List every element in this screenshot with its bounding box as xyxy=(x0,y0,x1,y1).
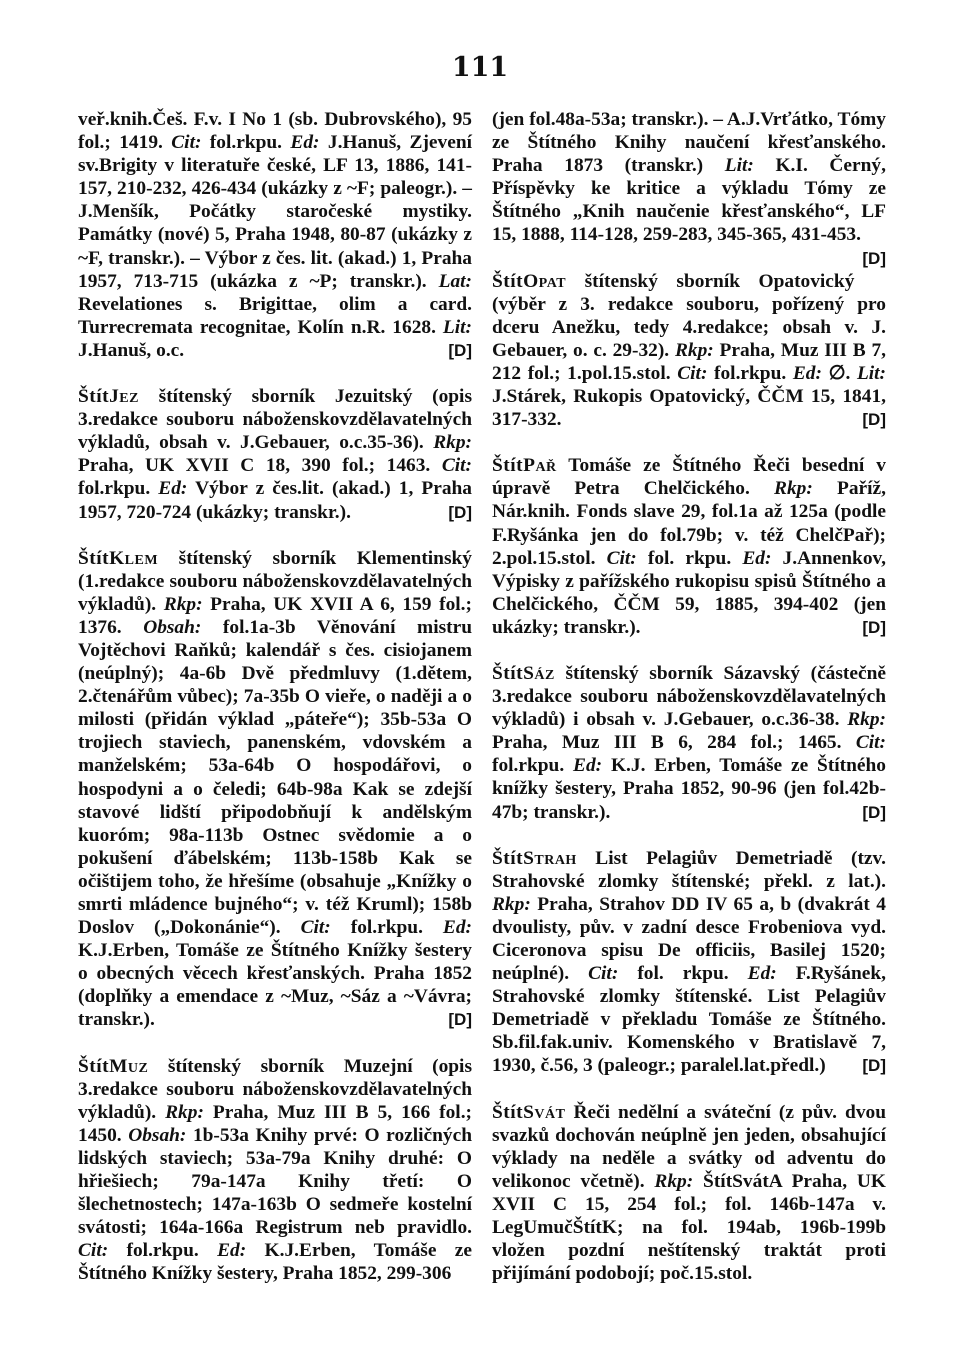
lit-label: Lit: xyxy=(442,316,472,338)
right-column xyxy=(492,108,886,1308)
ed-text: ∅. xyxy=(821,362,857,384)
ed-text: J.Hanuš, Zjevení sv.Brigity v literatuře české, LF 13, 1886, 141-157, 210-232, 426-434 (ukázky z ~F; paleogr.). – J.Menšík, Počátky staročeské mystiky. Památky (nové) 5, Praha 1948, 80-87 (ukázky z ~F, transkr.). – Výbor z čes. lit. (akad.) 1, Praha 1957, 713-715 (ukázka z ~P; transkr.). xyxy=(78,132,473,292)
entry-text: Řeči nedělní a sváteční (z pův. dvou svazků dochován neúplně jen jeden, obsahující výklady na neděle a svátky od adventu do velikonoc včetně). xyxy=(492,1101,886,1192)
lit-text: J.Stárek, Rukopis Opatovický, ČČM 15, 1841, 317-332. xyxy=(492,386,886,431)
rkp-text: Praha, UK XVII C 18, 390 fol.; 1463. xyxy=(78,455,442,477)
siglum-prefix: Štít xyxy=(492,1101,524,1123)
cit-label: Cit: xyxy=(855,732,886,754)
ed-label: Ed: xyxy=(742,547,772,569)
cit-label: Cit: xyxy=(171,132,202,154)
rkp-text: Praha, Muz III B 7, 212 fol.; 1.pol.15.stol. xyxy=(492,339,886,384)
rkp-label: Rkp: xyxy=(847,709,886,731)
entry-stitjez xyxy=(78,385,472,524)
entry-text: (jen fol.48a-53a; transkr.). – A.J.Vrťátko, Tómy ze Štítného Knihy naučení křesťanského. Praha 1873 (transkr.) xyxy=(492,109,886,177)
entry-text: List Pelagiův Demetriadě (tzv. Strahovské zlomky štítenské; překl. z lat.). xyxy=(492,847,886,892)
entry-siglum xyxy=(492,1102,565,1123)
entry-text: Tomáše ze Štítného Řeči besední v úpravě Petra Chelčického. xyxy=(492,455,886,500)
obsah-label: Obsah: xyxy=(128,1124,187,1146)
entry-siglum xyxy=(492,848,577,869)
cit-text: fol.rkpu. xyxy=(201,132,291,154)
entry-stitklem xyxy=(78,547,472,1032)
entry-siglum xyxy=(78,548,158,569)
siglum-name: Pař xyxy=(523,455,557,477)
rkp-text: Praha, Muz III B 6, 284 fol.; 1465. xyxy=(492,732,856,754)
ed-label: Ed: xyxy=(747,963,777,985)
ed-text: K.J.Erben, Tomáše ze Štítného Knížky šestery o obecných věcech křesťanských. Praha 1852 (doplňky a emendace z ~Muz, ~Sáz a ~Vávra; transkr.). xyxy=(78,940,472,1031)
cit-label: Cit: xyxy=(606,547,637,569)
ed-label: Ed: xyxy=(573,755,603,777)
entry-text: štítenský sborník Sázavský (částečně 3.redakce souboru náboženskovzdělavatelných výkladů) i obsah v. J.Gebauer, o.c.36-38. xyxy=(492,662,886,731)
entry-stitsaz xyxy=(492,662,886,824)
ed-text: K.J.Erben, Tomáše ze Štítného Knížky šestery, Praha 1852, 299-306 xyxy=(78,1240,473,1285)
cit-text: fol.rkpu. xyxy=(330,917,443,939)
siglum-name: Svát xyxy=(523,1101,566,1123)
obsah-text: 1b-53a Knihy prvé: O rozličných lidských staviech; 53a-79a Knihy druhé: O hřiešiech; 79a-147a Knihy třetí: O šlechetnostech; 147a-163b O sedmeře kostelní svátosti; 164a-166a Registrum neb pravidlo. xyxy=(78,1124,472,1239)
entry-text: štítenský sborník Klementinský (1.redakce souboru náboženskovzdělavatelných výkladů). xyxy=(78,547,472,615)
cit-label: Cit: xyxy=(441,455,472,477)
lit-text: J.Hanuš, o.c. xyxy=(78,339,185,361)
source-tag: [D] xyxy=(448,502,472,522)
rkp-text: Praha, Strahov DD IV 65 a, b (dvakrát 4 dvoulisty, pův. v zadní desce Frobeniova vyd. Ciceronova spisu De officiis, Basilej 1520; neúplné). xyxy=(492,893,886,985)
ed-text: J.Annenkov, Výpisky z pařížského rukopisu spisů Štítného a Chelčického, ČČM 59, 1885, 394-402 (jen ukázky; transkr.). xyxy=(492,547,886,638)
source-tag: [D] xyxy=(862,617,886,637)
page-number: 111 xyxy=(451,52,509,83)
ed-label: Ed: xyxy=(217,1240,247,1262)
rkp-text: Praha, Muz III B 5, 166 fol.; 1450. xyxy=(78,1101,472,1146)
entry-siglum xyxy=(492,271,566,292)
lit-text: K.I. Černý, Příspěvky ke kritice a výkladu Tómy ze Štítného „Knih naučenie křesťanského“, LF 15, 1888, 114-128, 259-283, 345-365, 431-453. xyxy=(492,155,886,246)
siglum-prefix: Štít xyxy=(78,386,110,408)
entry-stitmuz xyxy=(78,1055,472,1286)
entry-siglum xyxy=(492,663,555,684)
cit-text: fol. rkpu. xyxy=(618,963,748,985)
entry-text: štítenský sborník Jezuitský (opis 3.redakce souboru náboženskovzdělavatelných výkladů, obsah v. J.Gebauer, o.c.35-36). xyxy=(78,386,472,454)
source-tag: [D] xyxy=(448,340,472,360)
rkp-text: Paříž, Nár.knih. Fonds slave 29, fol.1a až 125a (podle F.Ryšánka jen do fol.79b; v. též ChelčPař); 2.pol.15.stol. xyxy=(492,478,886,569)
entry-text: štítenský sborník Opatovický (výběr z 3. redakce souboru, pořízený pro dceru Anežku, tedy 4.redakce; obsah v. J. Gebauer, o. c. 29-32). xyxy=(492,270,886,361)
ed-text: K.J. Erben, Tomáše ze Štítného knížky šestery, Praha 1852, 90-96 (jen fol.42b-47b; transkr.). xyxy=(492,755,886,823)
source-tag: [D] xyxy=(448,1010,472,1030)
source-tag: [D] xyxy=(862,1056,886,1076)
source-tag: [D] xyxy=(862,248,886,268)
siglum-prefix: Štít xyxy=(78,547,110,569)
rkp-label: Rkp: xyxy=(674,339,714,361)
lit-label: Lit: xyxy=(724,155,754,177)
entry-continuation xyxy=(78,108,472,362)
siglum-prefix: Štít xyxy=(492,270,524,292)
obsah-label: Obsah: xyxy=(143,616,202,638)
rkp-text: ŠtítSvátA Praha, UK XVII C 15, 254 fol.; fol. 146b-147a v. LegUmučŠtítK; na fol. 194ab, 196b-199b vložen pozdní neštítenský traktát proti přijímání podobojí; poč.15.stol. xyxy=(492,1170,886,1285)
rkp-label: Rkp: xyxy=(654,1170,694,1192)
siglum-name: Muz xyxy=(109,1055,149,1077)
rkp-label: Rkp: xyxy=(163,593,203,615)
entry-siglum xyxy=(78,1056,148,1077)
ed-text: Výbor z čes.lit. (akad.) 1, Praha 1957, 720-724 (ukázky; transkr.). xyxy=(78,478,472,523)
source-tag: [D] xyxy=(862,802,886,822)
source-tag: [D] xyxy=(862,410,886,430)
entry-siglum xyxy=(492,455,557,476)
siglum-prefix: Štít xyxy=(492,455,524,477)
entry-stitopat xyxy=(492,270,886,432)
cit-text: fol.rkpu. xyxy=(492,755,574,777)
ed-label: Ed: xyxy=(792,362,822,384)
cit-text: fol.rkpu. xyxy=(108,1240,218,1262)
cit-label: Cit: xyxy=(78,1240,109,1262)
lat-text: Revelationes s. Brigittae, olim a card. Turrecremata recognitae, Kolín n.R. 1628. xyxy=(78,293,472,338)
siglum-name: Strah xyxy=(523,847,577,869)
rkp-label: Rkp: xyxy=(492,893,531,915)
siglum-name: Jez xyxy=(109,386,139,408)
rkp-label: Rkp: xyxy=(774,478,813,500)
siglum-name: Sáz xyxy=(523,662,555,684)
cit-text: fol.rkpu. xyxy=(78,478,159,500)
entry-siglum xyxy=(78,386,139,407)
entry-stitpar xyxy=(492,454,886,639)
siglum-prefix: Štít xyxy=(78,1055,110,1077)
siglum-name: Opat xyxy=(523,270,567,292)
entry-stitmuz-continuation xyxy=(492,108,886,268)
cit-label: Cit: xyxy=(300,917,331,939)
cit-text: fol.rkpu. xyxy=(707,362,793,384)
cit-text: fol. rkpu. xyxy=(636,547,743,569)
entry-stitsvat xyxy=(492,1101,886,1286)
ed-label: Ed: xyxy=(442,917,472,939)
lit-label: Lit: xyxy=(856,362,887,384)
siglum-prefix: Štít xyxy=(492,847,524,869)
left-column xyxy=(78,108,472,1309)
ed-text: F.Ryšánek, Strahovské zlomky štítenské. List Pelagiův Demetriadě v překladu Tomáše ze Štítného. Sb.fil.fak.univ. Komenského v Bratislavě 7, 1930, č.56, 3 (paleogr.; paralel.lat.předl.) xyxy=(492,963,886,1077)
rkp-text: Praha, UK XVII A 6, 159 fol.; 1376. xyxy=(78,593,472,638)
entry-text: veř.knih.Češ. F.v. I No 1 (sb. Dubrovského), 95 fol.; 1419. xyxy=(78,109,472,154)
cit-label: Cit: xyxy=(677,362,708,384)
cit-label: Cit: xyxy=(588,963,619,985)
rkp-label: Rkp: xyxy=(165,1101,204,1123)
rkp-label: Rkp: xyxy=(433,432,472,454)
obsah-text: fol.1a-3b Věnování mistru Vojtěchovi Raňků; kalendář s čes. cisiojanem (neúplný); 4a-6b Dvě předmluvy (1.dětem, 2.čtenářům vůbec); 7a-35b O vieře, o naději a o milosti (přidán výklad „páteře“); 35b-53a O trojiech staviech, panenském, vdovském a manželském; 53a-64b O hospodářovi, o hospodyni a o čeledi; 64b-98a Kak se zdejší stavové lidští připodobňují k andělským kuoróm; 98a-113b Ostnec svědomie a o pokušení ďábelském; 113b-158b Kak se očištijem toho, že hřešíme (obsahuje „Knížky o smrti mládence bujného“; v. též Kruml); 158b Doslov („Dokonánie“). xyxy=(78,616,472,939)
siglum-name: Klem xyxy=(109,547,159,569)
ed-label: Ed: xyxy=(158,478,188,500)
lat-label: Lat: xyxy=(438,270,472,292)
entry-text: štítenský sborník Muzejní (opis 3.redakce souboru náboženskovzdělavatelných výkladů). xyxy=(78,1055,472,1123)
ed-label: Ed: xyxy=(290,132,320,154)
siglum-prefix: Štít xyxy=(492,662,524,684)
entry-stitstrah xyxy=(492,847,886,1078)
